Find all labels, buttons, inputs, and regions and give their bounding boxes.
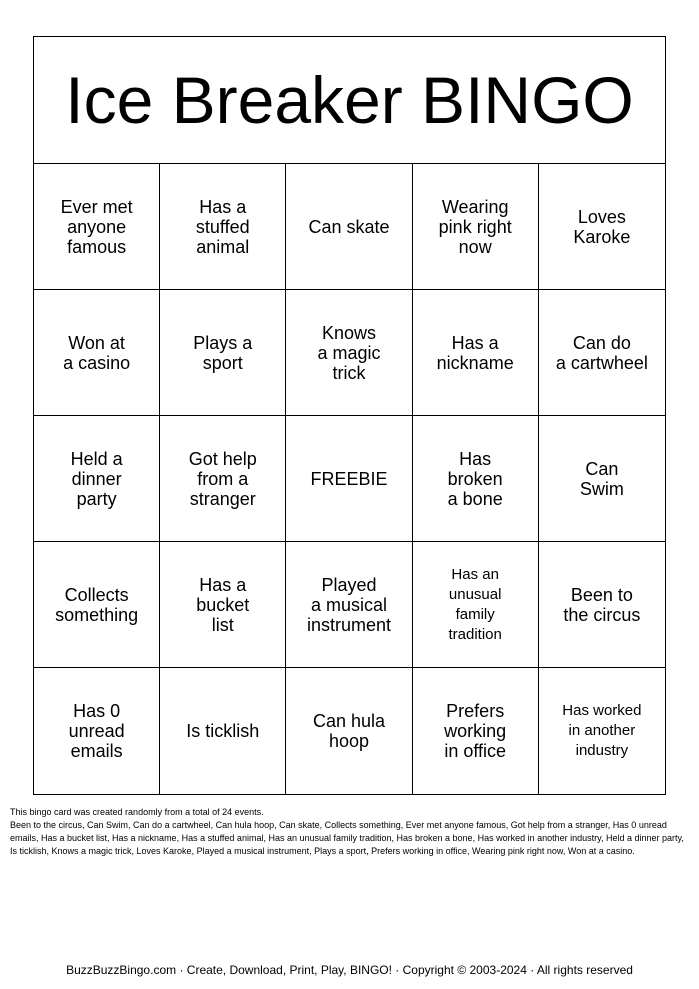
cell-text: Has a nickname [436,332,514,373]
cell-text: Played a musical instrument [306,574,392,635]
cell-text: Has a stuffed animal [195,196,250,257]
cell-text: FREEBIE [310,468,388,489]
cell-text: Can skate [308,216,390,237]
free-space-cell [286,416,412,542]
bingo-cell [539,668,665,794]
cell-text: Is ticklish [186,721,260,741]
bingo-cell [34,416,160,542]
cell-text: Can do a cartwheel [555,332,648,373]
cell-text: Has worked in another industry [562,702,642,759]
cell-text: Prefers working in office [444,701,507,761]
cell-text: Has 0 unread emails [68,701,125,761]
card-notes [10,806,690,858]
bingo-cell [413,164,539,290]
bingo-cell [34,164,160,290]
cell-text: Knows a magic trick [317,322,381,383]
cell-text: Can Swim [579,458,624,499]
bingo-cell [539,416,665,542]
bingo-cell [34,668,160,794]
bingo-cell [160,164,286,290]
bingo-cell [413,668,539,794]
bingo-cell [34,290,160,416]
bingo-cell [413,416,539,542]
cell-text: Wearing pink right now [438,196,512,257]
card-title: Ice Breaker BINGO [34,37,665,164]
bingo-cell [286,164,412,290]
notes-event-list: Been to the circus, Can Swim, Can do a cartwheel, Can hula hoop, Can skate, Collects something, Ever met anyone famous, Got help from a stranger, Has 0 unread emails, Has a bucket list, Has a nickname, Has a stuffed animal, Has an unusual family tradition, Has broken a bone, Has worked in another industry, Held a dinner party, Is ticklish, Knows a magic trick, Loves Karoke, Played a musical instrument, Plays a sport, Prefers working in office, Wearing pink right now, Won at a casino. [10,820,684,856]
bingo-card [33,36,666,795]
bingo-cell [160,290,286,416]
cell-text: Held a dinner party [70,448,123,509]
bingo-cell [286,542,412,668]
bingo-cell [539,290,665,416]
cell-text: Loves Karoke [573,206,631,247]
cell-text: Won at a casino [63,332,131,373]
bingo-cell [413,542,539,668]
bingo-cell [413,290,539,416]
bingo-cell [286,668,412,794]
bingo-cell [160,542,286,668]
cell-text: Been to the circus [563,584,641,625]
bingo-cell [160,668,286,794]
cell-text: Has a bucket list [196,574,250,635]
cell-text: Got help from a stranger [188,448,257,509]
bingo-cell [160,416,286,542]
cell-text: Plays a sport [193,332,253,373]
cell-text: Can hula hoop [312,711,386,751]
bingo-cell [539,542,665,668]
bingo-cell [286,290,412,416]
cell-text: Collects something [55,584,139,625]
bingo-grid [34,164,665,794]
bingo-cell [34,542,160,668]
cell-text: Has broken a bone [447,448,503,509]
cell-text: Has an unusual family tradition [448,565,502,643]
cell-text: Ever met anyone famous [60,196,133,257]
footer-credits: BuzzBuzzBingo.com · Create, Download, Print, Play, BINGO! · Copyright © 2003-2024 · All rights reserved [66,963,633,977]
bingo-cell [539,164,665,290]
notes-intro: This bingo card was created randomly from a total of 24 events. [10,807,264,817]
